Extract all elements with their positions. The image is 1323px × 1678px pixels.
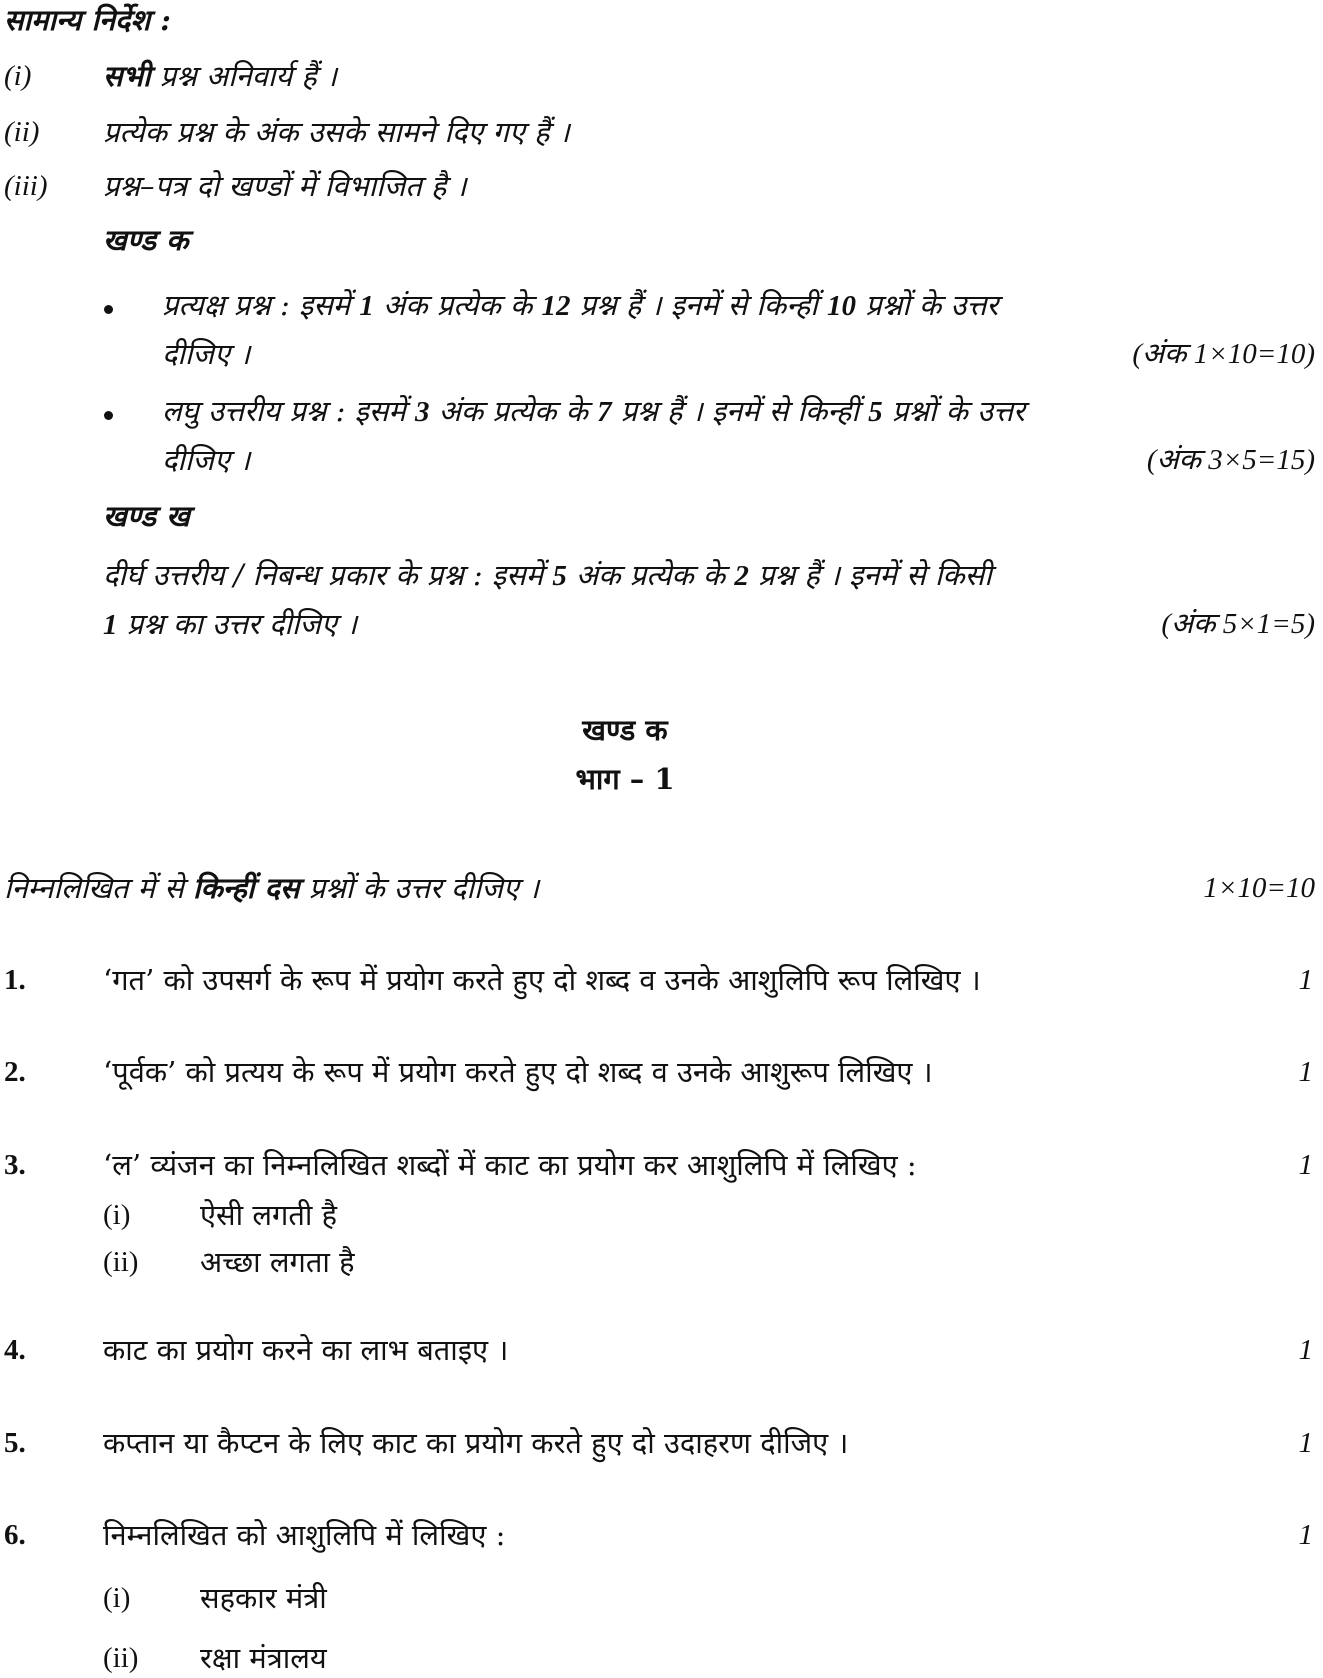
text-part: प्रश्नों के उत्तर दीजिए । [299, 871, 540, 905]
subitem-marker: (i) [103, 1582, 131, 1614]
question-text: ‘गत’ को उपसर्ग के रूप में प्रयोग करते हुए दो शब्द व उनके आशुलिपि रूप लिखिए । [103, 963, 981, 997]
text-part: प्रश्न का उत्तर दीजिए । [117, 607, 358, 641]
subitem-marker: (ii) [103, 1246, 139, 1278]
bold-text: किन्हीं दस [193, 871, 300, 905]
answer-instruction [4, 868, 539, 908]
bold-number: 5 [552, 560, 567, 592]
bold-number: 3 [414, 396, 430, 428]
marks-label: (अंक 1×10=10) [1132, 338, 1315, 370]
instruction-marker: (iii) [4, 170, 48, 202]
marks-label: 1×10=10 [1203, 872, 1315, 904]
text-part: अंक प्रत्येक के [566, 558, 735, 592]
text-part: प्रश्नों के उत्तर [882, 394, 1025, 428]
question-number: 2. [4, 1056, 26, 1088]
marks-label: (अंक 3×5=15) [1146, 444, 1315, 476]
text-part: प्रश्न हैं । इनमें से किन्हीं [570, 288, 828, 322]
question-marks: 1 [1298, 1334, 1313, 1366]
text-part: लघु उत्तरीय प्रश्न : इसमें [162, 394, 415, 428]
marks-label: (अंक 5×1=5) [1161, 608, 1315, 640]
question-number: 6. [4, 1519, 26, 1551]
question-text: निम्नलिखित को आशुलिपि में लिखिए : [103, 1518, 506, 1552]
instruction-marker: (i) [4, 60, 32, 92]
section-b-line1 [103, 555, 992, 596]
instruction-bold-prefix: सभी [103, 59, 151, 93]
section-a-heading: खण्ड क [103, 223, 189, 257]
bold-number: 1 [359, 290, 374, 322]
question-number: 3. [4, 1149, 26, 1181]
general-instructions-heading: सामान्य निर्देश : [4, 3, 171, 37]
question-text: ‘पूर्वक’ को प्रत्यय के रूप में प्रयोग करते हुए दो शब्द व उनके आशुरूप लिखिए । [103, 1055, 933, 1089]
instruction-text: प्रत्येक प्रश्न के अंक उसके सामने दिए गए हैं । [103, 115, 570, 149]
instruction-body: प्रश्न अनिवार्य हैं । [150, 59, 337, 93]
bullet-dot [104, 411, 113, 420]
bold-number: 10 [827, 290, 857, 322]
text-part: दीर्घ उत्तरीय / निबन्ध प्रकार के प्रश्न : इसमें [103, 558, 553, 592]
section-a-bullet-1-line1 [162, 285, 998, 326]
text-part: प्रश्न हैं । इनमें से किसी [748, 558, 992, 592]
section-b-line2 [103, 604, 357, 645]
bold-number: 5 [868, 396, 883, 428]
section-a-bullet-2-line2: दीजिए । [162, 443, 251, 477]
bold-number: 7 [597, 396, 612, 428]
text-part: निम्नलिखित में से [4, 871, 194, 905]
bullet-dot [104, 305, 113, 314]
bold-number: 1 [103, 609, 118, 641]
question-number: 4. [4, 1334, 26, 1366]
section-b-heading: खण्ड ख [103, 499, 190, 533]
question-text: ‘ल’ व्यंजन का निम्नलिखित शब्दों में काट का प्रयोग कर आशुलिपि में लिखिए : [103, 1148, 917, 1182]
text-part: प्रत्यक्ष प्रश्न : इसमें [162, 288, 360, 322]
subitem-text: अच्छा लगता है [200, 1245, 355, 1279]
text-part: अंक प्रत्येक के [373, 288, 542, 322]
question-marks: 1 [1298, 1149, 1313, 1181]
bold-number: 12 [541, 290, 571, 322]
subitem-marker: (ii) [103, 1642, 139, 1674]
bold-number: 2 [734, 560, 749, 592]
text-part: प्रश्न हैं । इनमें से किन्हीं [611, 394, 869, 428]
question-text: काट का प्रयोग करने का लाभ बताइए । [103, 1333, 509, 1367]
text-part: अंक प्रत्येक के [429, 394, 598, 428]
part-number-heading: भाग – 1 [575, 762, 675, 796]
section-a-bullet-2-line1 [162, 391, 1025, 432]
question-marks: 1 [1298, 1519, 1313, 1551]
question-marks: 1 [1298, 1427, 1313, 1459]
question-number: 1. [4, 964, 26, 996]
instruction-marker: (ii) [4, 116, 40, 148]
text-part: प्रश्नों के उत्तर [856, 288, 999, 322]
question-text: कप्तान या कैप्टन के लिए काट का प्रयोग करते हुए दो उदाहरण दीजिए । [103, 1426, 849, 1460]
subitem-marker: (i) [103, 1199, 131, 1231]
section-a-bullet-1-line2: दीजिए । [162, 337, 251, 371]
subitem-text: सहकार मंत्री [200, 1581, 327, 1615]
question-number: 5. [4, 1427, 26, 1459]
question-marks: 1 [1298, 964, 1313, 996]
subitem-text: रक्षा मंत्रालय [200, 1641, 327, 1675]
instruction-text: प्रश्न–पत्र दो खण्डों में विभाजित है । [103, 169, 467, 203]
instruction-text [103, 56, 337, 96]
part-section-heading: खण्ड क [582, 713, 668, 747]
subitem-text: ऐसी लगती है [200, 1198, 338, 1232]
question-marks: 1 [1298, 1056, 1313, 1088]
